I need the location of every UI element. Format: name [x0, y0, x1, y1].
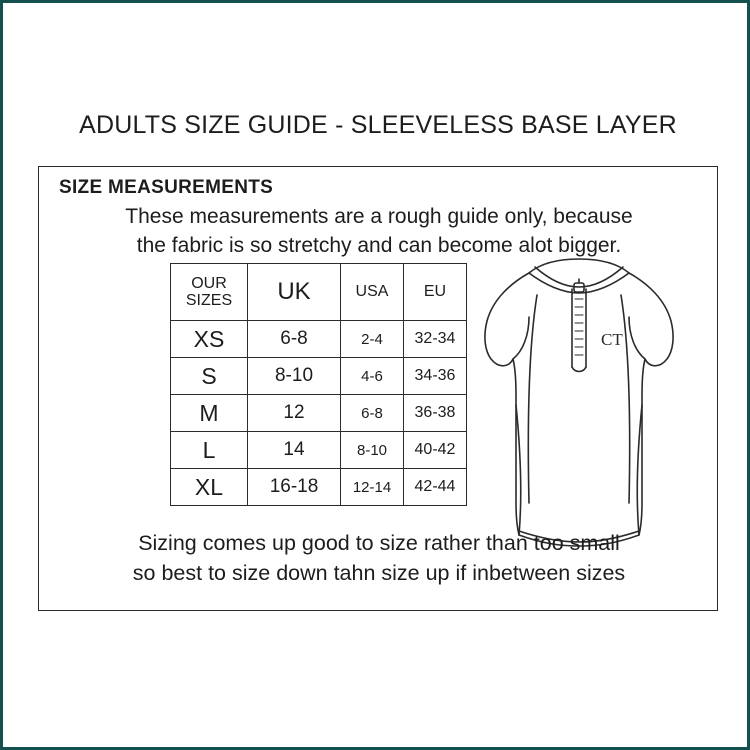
cell-eu: 42-44 [404, 469, 467, 506]
cell-size: XL [171, 469, 248, 506]
footer-note [39, 528, 719, 588]
table-row [171, 358, 467, 395]
intro-line-1: These measurements are a rough guide only, because [125, 205, 633, 228]
table-row [171, 321, 467, 358]
header-our-sizes-line2: SIZES [185, 292, 233, 309]
cell-eu: 36-38 [404, 395, 467, 432]
table-header-row [171, 264, 467, 321]
table-row [171, 432, 467, 469]
header-usa: USA [341, 264, 404, 321]
garment-logo-text: CT [601, 330, 623, 349]
table-row [171, 395, 467, 432]
panel-heading: SIZE MEASUREMENTS [59, 177, 274, 198]
cell-usa: 4-6 [341, 358, 404, 395]
footer-line-1: Sizing comes up good to size rather than too small [138, 531, 620, 555]
intro-line-2: the fabric is so stretchy and can become alot bigger. [136, 234, 622, 257]
cell-uk: 14 [248, 432, 341, 469]
header-our-sizes [171, 264, 248, 321]
cell-eu: 32-34 [404, 321, 467, 358]
cell-size: M [171, 395, 248, 432]
cell-eu: 34-36 [404, 358, 467, 395]
cell-uk: 6-8 [248, 321, 341, 358]
header-our-sizes-line1: OUR [191, 275, 227, 292]
cell-uk: 8-10 [248, 358, 341, 395]
cell-usa: 8-10 [341, 432, 404, 469]
cell-eu: 40-42 [404, 432, 467, 469]
header-uk: UK [248, 264, 341, 321]
intro-text [39, 202, 719, 260]
size-measurements-panel [38, 166, 718, 611]
cell-usa: 2-4 [341, 321, 404, 358]
footer-line-2: so best to size down tahn size up if inbetween sizes [132, 561, 626, 585]
table-row [171, 469, 467, 506]
cell-uk: 16-18 [248, 469, 341, 506]
size-table [170, 263, 467, 506]
page-title: ADULTS SIZE GUIDE - SLEEVELESS BASE LAYER [79, 111, 677, 139]
cell-size: S [171, 358, 248, 395]
cell-size: XS [171, 321, 248, 358]
garment-illustration [459, 255, 709, 555]
cell-uk: 12 [248, 395, 341, 432]
header-eu: EU [404, 264, 467, 321]
cell-size: L [171, 432, 248, 469]
cell-usa: 6-8 [341, 395, 404, 432]
cell-usa: 12-14 [341, 469, 404, 506]
